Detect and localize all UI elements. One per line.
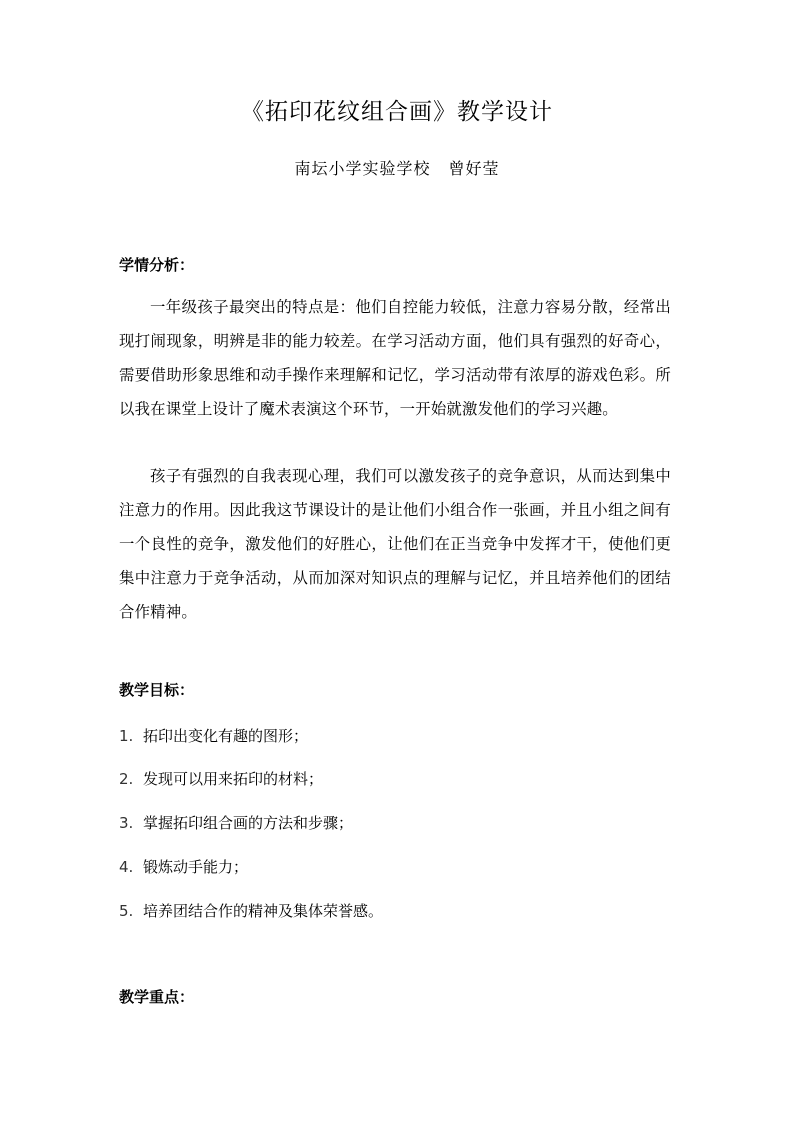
author-line — [0, 158, 794, 180]
item-text: 锻炼动手能力； — [143, 858, 249, 876]
item-number: 1. — [119, 727, 134, 745]
item-text: 拓印出变化有趣的图形； — [143, 727, 309, 745]
section-heading-key-points: 教学重点： — [119, 988, 195, 1006]
item-text: 掌握拓印组合画的方法和步骤； — [143, 814, 354, 832]
objective-item — [119, 726, 308, 746]
item-number: 3. — [119, 814, 134, 832]
item-number: 4. — [119, 858, 134, 876]
objective-item — [119, 857, 248, 877]
item-number: 5. — [119, 902, 134, 920]
section-heading-analysis: 学情分析： — [119, 256, 195, 274]
objective-item — [119, 813, 353, 833]
item-number: 2. — [119, 770, 134, 788]
item-text: 发现可以用来拓印的材料； — [143, 770, 324, 788]
school-name: 南坛小学实验学校 — [294, 159, 431, 178]
analysis-paragraph-2: 孩子有强烈的自我表现心理，我们可以激发孩子的竞争意识，从而达到集中注意力的作用。因此我这节课设计的是让他们小组合作一张画，并且小组之间有一个良性的竞争，激发他们的好胜心，让他们在正当竞争中发挥才干，使他们更集中注意力于竞争活动，从而加深对知识点的理解与记忆，并且培养他们的团结合作精神。 — [119, 467, 671, 621]
document-title: 《拓印花纹组合画》教学设计 — [241, 99, 553, 125]
item-text: 培养团结合作的精神及集体荣誉感。 — [143, 902, 384, 920]
section-heading-objectives: 教学目标： — [119, 681, 195, 699]
author-name: 曾好莹 — [448, 159, 500, 178]
analysis-paragraph-1: 一年级孩子最突出的特点是：他们自控能力较低，注意力容易分散，经常出现打闹现象，明辨是非的能力较差。在学习活动方面，他们具有强烈的好奇心，需要借助形象思维和动手操作来理解和记忆，学习活动带有浓厚的游戏色彩。所以我在课堂上设计了魔术表演这个环节，一开始就激发他们的学习兴趣。 — [119, 298, 671, 418]
objective-item — [119, 769, 323, 789]
objective-item — [119, 901, 383, 921]
